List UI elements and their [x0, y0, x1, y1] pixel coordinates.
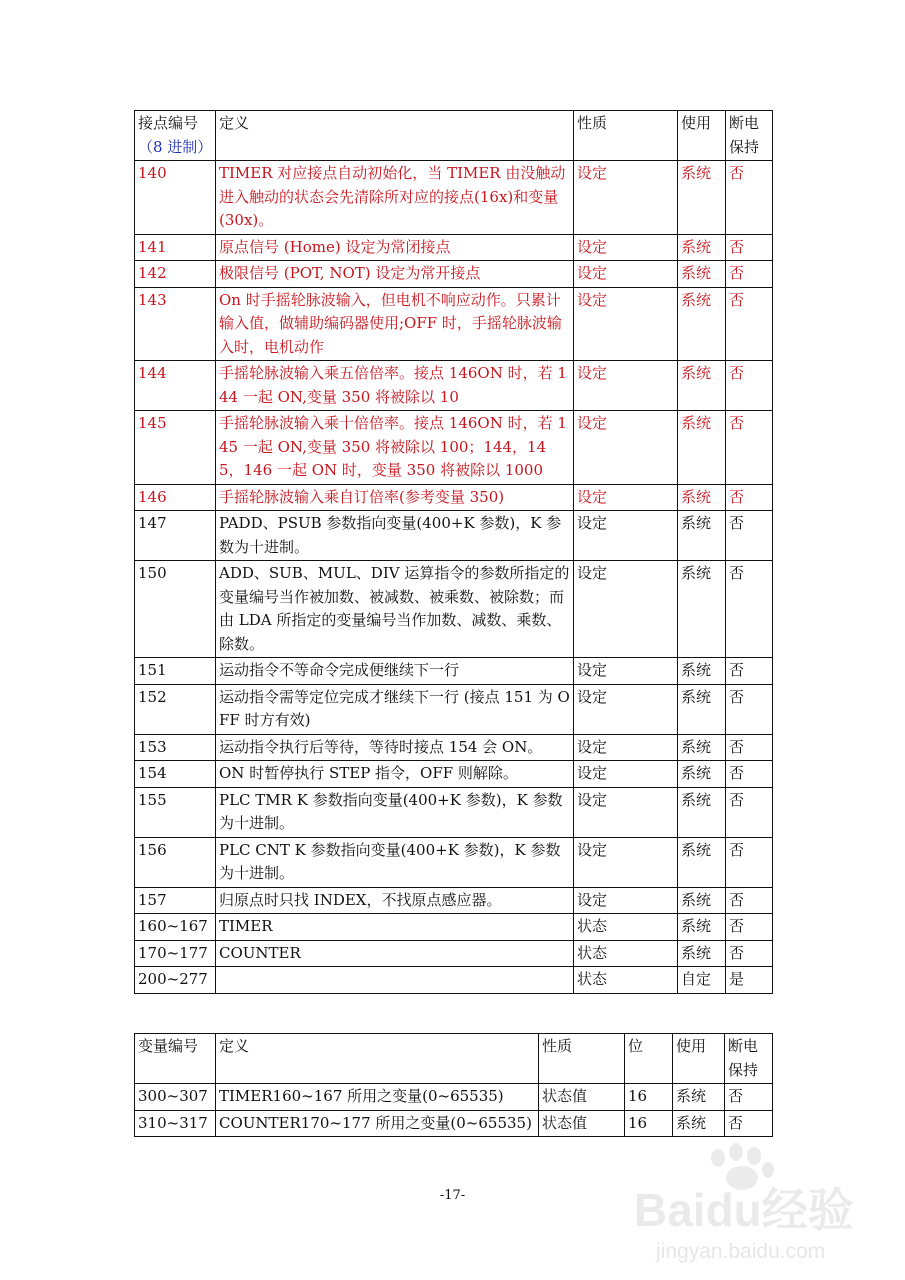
cell-use: 系统 [678, 658, 726, 685]
cell-id: 144 [135, 361, 216, 411]
cell-retain: 否 [726, 734, 773, 761]
cell-retain: 否 [726, 484, 773, 511]
cell-definition [216, 967, 574, 994]
cell-nature: 状态 [574, 914, 678, 941]
cell-definition: 手摇轮脉波输入乘十倍倍率。接点 146ON 时，若 145 一起 ON,变量 350 将被除以 100；144，145，146 一起 ON 时，变量 350 将被除以 1000 [216, 411, 574, 485]
cell-use: 系统 [678, 287, 726, 361]
cell-nature: 设定 [574, 887, 678, 914]
cell-bits: 16 [625, 1084, 673, 1111]
table-row [135, 261, 773, 288]
cell-id: 152 [135, 684, 216, 734]
cell-id: 157 [135, 887, 216, 914]
cell-use: 系统 [678, 940, 726, 967]
cell-definition: PLC CNT K 参数指向变量(400+K 参数)，K 参数为十进制。 [216, 837, 574, 887]
cell-id: 155 [135, 787, 216, 837]
header-use: 使用 [673, 1034, 725, 1084]
watermark-brand: Baidu经验 [634, 1184, 854, 1236]
cell-definition: PLC TMR K 参数指向变量(400+K 参数)，K 参数为十进制。 [216, 787, 574, 837]
cell-use: 系统 [678, 914, 726, 941]
cell-nature: 设定 [574, 511, 678, 561]
cell-definition: 运动指令需等定位完成才继续下一行 (接点 151 为 OFF 时方有效) [216, 684, 574, 734]
table-row [135, 761, 773, 788]
table-row [135, 914, 773, 941]
cell-retain: 否 [726, 161, 773, 235]
table-row [135, 411, 773, 485]
cell-definition: 归原点时只找 INDEX，不找原点感应器。 [216, 887, 574, 914]
cell-retain: 否 [726, 787, 773, 837]
cell-definition: ON 时暂停执行 STEP 指令，OFF 则解除。 [216, 761, 574, 788]
cell-id: 141 [135, 234, 216, 261]
baidu-jingyan-watermark [622, 1140, 882, 1270]
cell-retain: 否 [725, 1110, 773, 1137]
cell-definition: ADD、SUB、MUL、DIV 运算指令的参数所指定的变量编号当作被加数、被减数、被乘数、被除数；而由 LDA 所指定的变量编号当作加数、减数、乘数、除数。 [216, 561, 574, 658]
header-variable-id: 变量编号 [135, 1034, 216, 1084]
cell-use: 系统 [678, 511, 726, 561]
cell-nature: 设定 [574, 261, 678, 288]
cell-use: 系统 [678, 787, 726, 837]
cell-id: 300~307 [135, 1084, 216, 1111]
cell-id: 151 [135, 658, 216, 685]
cell-retain: 是 [726, 967, 773, 994]
cell-definition: 运动指令执行后等待，等待时接点 154 会 ON。 [216, 734, 574, 761]
table-row [135, 287, 773, 361]
cell-retain: 否 [726, 561, 773, 658]
header-contact-id-label: 接点编号 [138, 114, 199, 132]
cell-retain: 否 [726, 658, 773, 685]
table-row [135, 837, 773, 887]
cell-use: 系统 [678, 261, 726, 288]
table-row [135, 234, 773, 261]
cell-retain: 否 [726, 887, 773, 914]
cell-use: 系统 [673, 1084, 725, 1111]
cell-id: 153 [135, 734, 216, 761]
cell-nature: 设定 [574, 287, 678, 361]
cell-nature: 设定 [574, 561, 678, 658]
header-contact-id-note: （8 进制） [138, 137, 213, 156]
contacts-table [134, 110, 773, 994]
cell-id: 156 [135, 837, 216, 887]
cell-nature: 设定 [574, 761, 678, 788]
cell-id: 170~177 [135, 940, 216, 967]
cell-use: 系统 [678, 761, 726, 788]
cell-nature: 设定 [574, 161, 678, 235]
page-number: -17- [439, 1188, 466, 1203]
header-contact-id [135, 111, 216, 161]
table-row [135, 684, 773, 734]
cell-retain: 否 [726, 234, 773, 261]
table-row [135, 734, 773, 761]
cell-definition: TIMER160~167 所用之变量(0~65535) [216, 1084, 539, 1111]
cell-definition: COUNTER170~177 所用之变量(0~65535) [216, 1110, 539, 1137]
cell-id: 146 [135, 484, 216, 511]
header-use: 使用 [678, 111, 726, 161]
paw-icon [711, 1143, 774, 1190]
table-row [135, 787, 773, 837]
cell-bits: 16 [625, 1110, 673, 1137]
cell-use: 系统 [678, 484, 726, 511]
table-row [135, 161, 773, 235]
cell-nature: 设定 [574, 658, 678, 685]
table-row [135, 658, 773, 685]
table-row [135, 1110, 773, 1137]
contacts-table-body [135, 161, 773, 994]
cell-definition: TIMER 对应接点自动初始化，当 TIMER 由没触动进入触动的状态会先清除所对应的接点(16x)和变量(30x)。 [216, 161, 574, 235]
cell-id: 140 [135, 161, 216, 235]
cell-retain: 否 [726, 761, 773, 788]
cell-nature: 状态值 [539, 1084, 625, 1111]
cell-id: 147 [135, 511, 216, 561]
cell-definition: 极限信号 (POT, NOT) 设定为常开接点 [216, 261, 574, 288]
cell-id: 160~167 [135, 914, 216, 941]
cell-nature: 状态值 [539, 1110, 625, 1137]
cell-retain: 否 [726, 837, 773, 887]
cell-id: 143 [135, 287, 216, 361]
cell-retain: 否 [726, 511, 773, 561]
cell-id: 200~277 [135, 967, 216, 994]
table-row [135, 967, 773, 994]
header-retain: 断电保持 [726, 111, 773, 161]
cell-nature: 设定 [574, 787, 678, 837]
cell-nature: 设定 [574, 837, 678, 887]
cell-use: 系统 [678, 411, 726, 485]
header-bits: 位 [625, 1034, 673, 1084]
variables-table [134, 1033, 773, 1137]
cell-retain: 否 [726, 940, 773, 967]
cell-nature: 设定 [574, 361, 678, 411]
cell-retain: 否 [726, 287, 773, 361]
cell-use: 系统 [678, 161, 726, 235]
cell-use: 系统 [678, 361, 726, 411]
watermark-url: jingyan.baidu.com [656, 1240, 826, 1263]
cell-retain: 否 [726, 411, 773, 485]
contacts-table-header [135, 111, 773, 161]
table-row [135, 1084, 773, 1111]
table-row [135, 561, 773, 658]
cell-nature: 设定 [574, 411, 678, 485]
cell-retain: 否 [726, 361, 773, 411]
cell-nature: 状态 [574, 940, 678, 967]
cell-definition: TIMER [216, 914, 574, 941]
table-row [135, 887, 773, 914]
cell-nature: 设定 [574, 484, 678, 511]
cell-retain: 否 [726, 684, 773, 734]
cell-use: 系统 [678, 561, 726, 658]
cell-use: 系统 [678, 887, 726, 914]
table-row [135, 940, 773, 967]
cell-nature: 设定 [574, 734, 678, 761]
header-nature: 性质 [574, 111, 678, 161]
cell-nature: 设定 [574, 234, 678, 261]
cell-definition: 运动指令不等命令完成便继续下一行 [216, 658, 574, 685]
header-nature: 性质 [539, 1034, 625, 1084]
cell-definition: On 时手摇轮脉波输入，但电机不响应动作。只累计输入值，做辅助编码器使用;OFF 时，手摇轮脉波输入时，电机动作 [216, 287, 574, 361]
cell-retain: 否 [725, 1084, 773, 1111]
header-definition: 定义 [216, 111, 574, 161]
cell-definition: 手摇轮脉波输入乘自订倍率(参考变量 350) [216, 484, 574, 511]
cell-use: 系统 [673, 1110, 725, 1137]
cell-definition: 原点信号 (Home) 设定为常闭接点 [216, 234, 574, 261]
cell-definition: 手摇轮脉波输入乘五倍倍率。接点 146ON 时，若 144 一起 ON,变量 350 将被除以 10 [216, 361, 574, 411]
cell-definition: COUNTER [216, 940, 574, 967]
header-retain: 断电保持 [725, 1034, 773, 1084]
cell-use: 系统 [678, 837, 726, 887]
cell-id: 142 [135, 261, 216, 288]
table-row [135, 361, 773, 411]
cell-use: 自定 [678, 967, 726, 994]
variables-table-header [135, 1034, 773, 1084]
cell-use: 系统 [678, 734, 726, 761]
variables-table-body [135, 1084, 773, 1137]
header-definition: 定义 [216, 1034, 539, 1084]
cell-definition: PADD、PSUB 参数指向变量(400+K 参数)，K 参数为十进制。 [216, 511, 574, 561]
cell-id: 310~317 [135, 1110, 216, 1137]
cell-id: 154 [135, 761, 216, 788]
cell-use: 系统 [678, 234, 726, 261]
cell-retain: 否 [726, 914, 773, 941]
cell-retain: 否 [726, 261, 773, 288]
table-row [135, 511, 773, 561]
cell-id: 145 [135, 411, 216, 485]
table-row [135, 484, 773, 511]
cell-id: 150 [135, 561, 216, 658]
cell-nature: 状态 [574, 967, 678, 994]
cell-use: 系统 [678, 684, 726, 734]
cell-nature: 设定 [574, 684, 678, 734]
